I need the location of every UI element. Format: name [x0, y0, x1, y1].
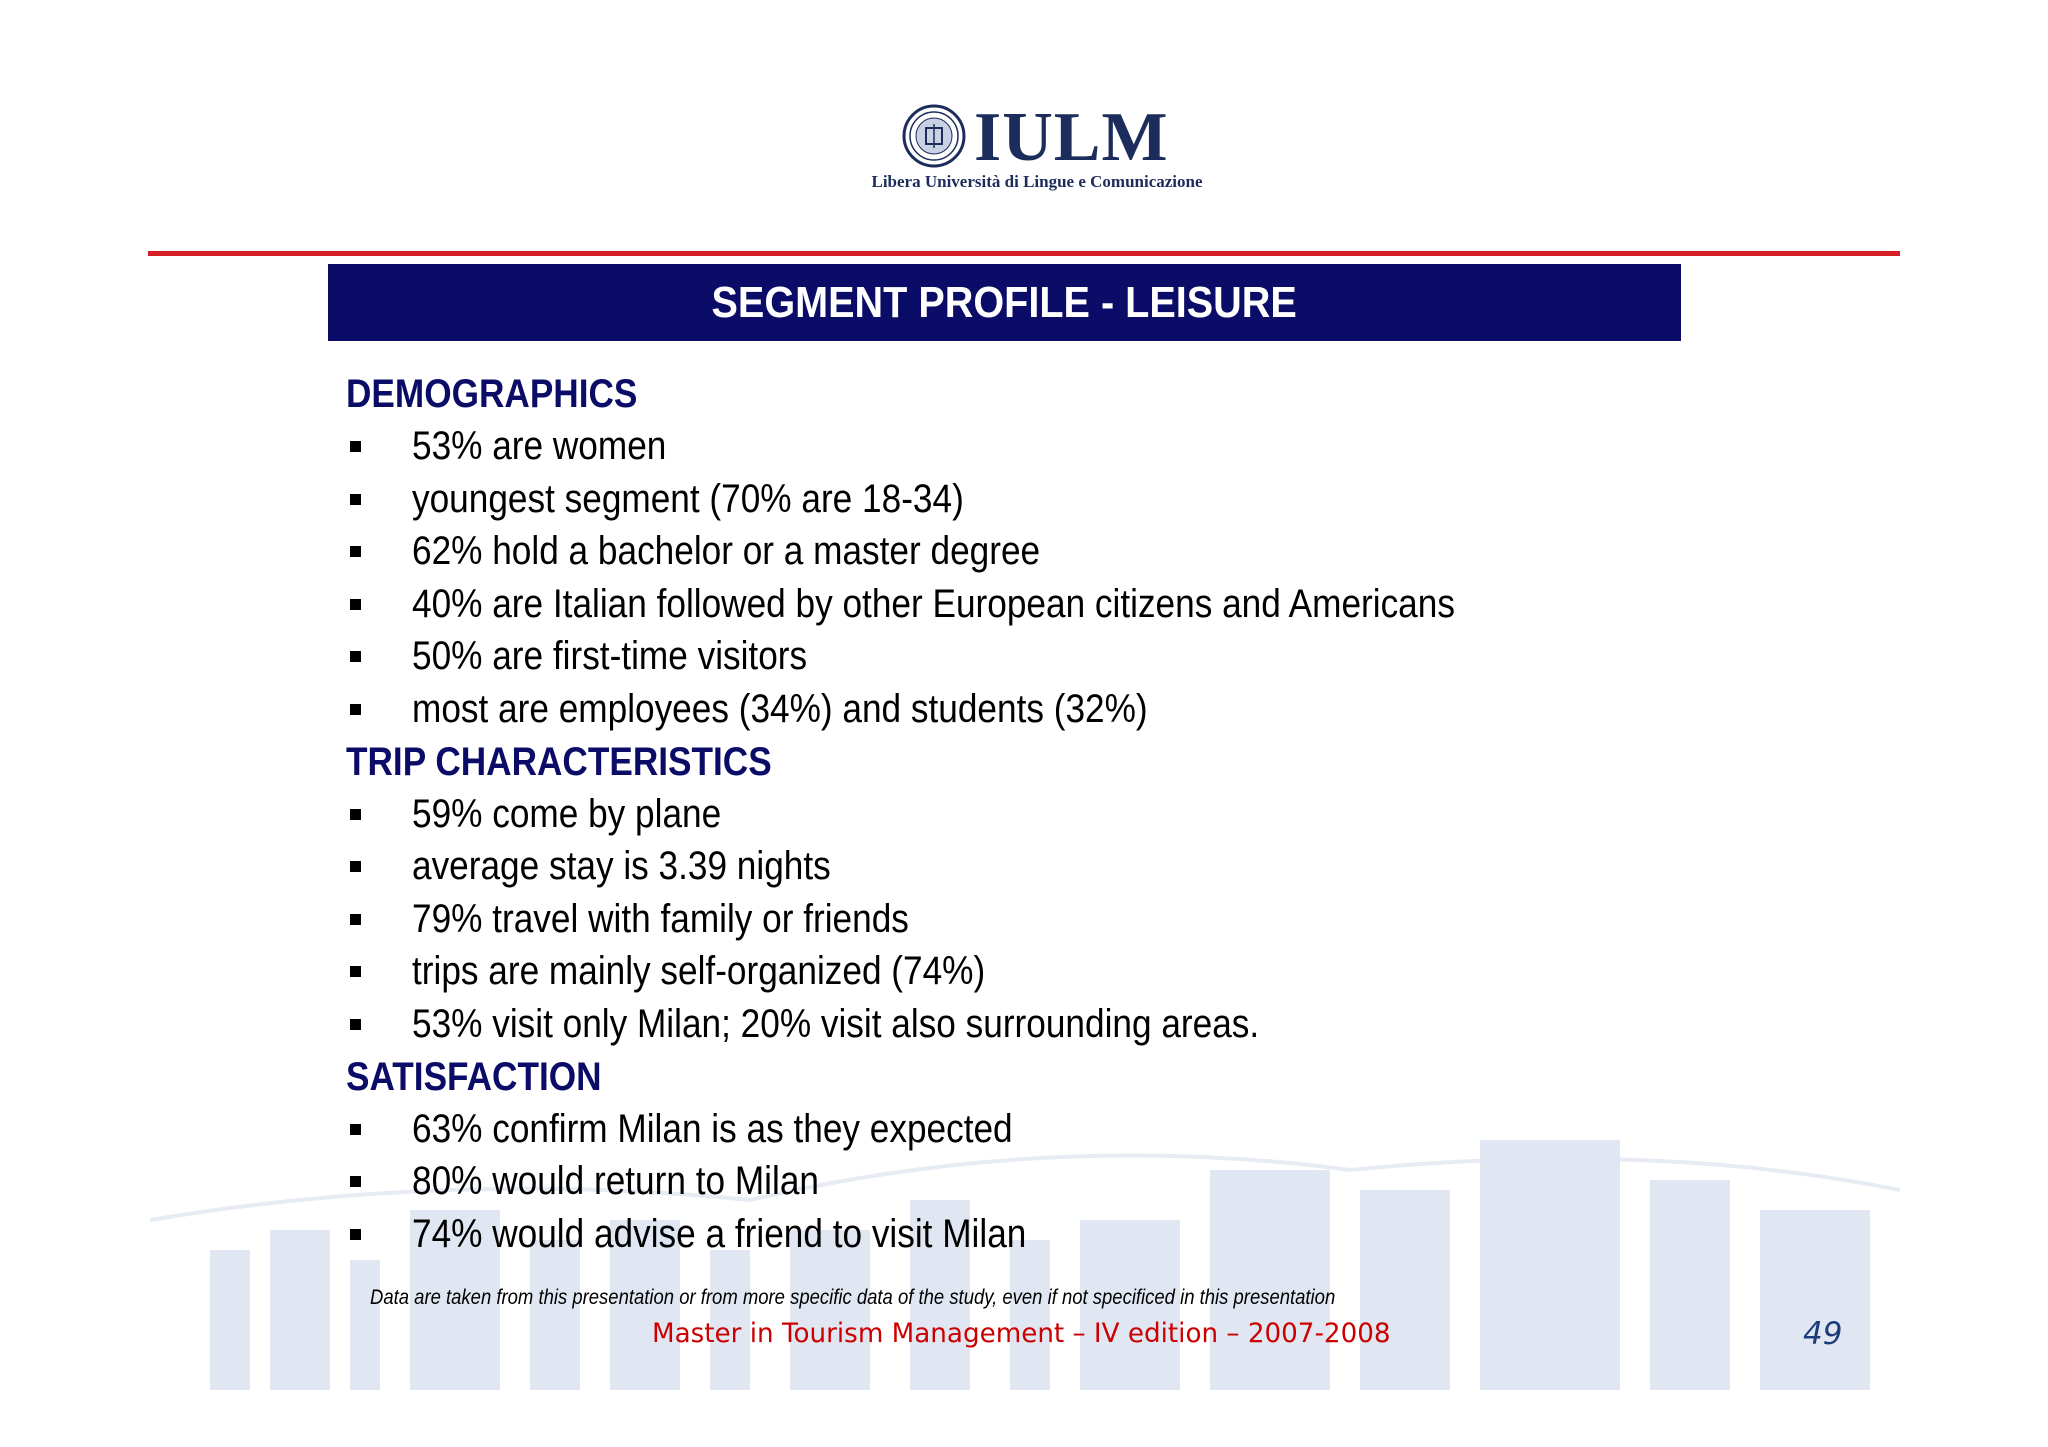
- list-item-text: youngest segment (70% are 18-34): [412, 476, 964, 521]
- square-bullet-icon: [350, 1229, 361, 1240]
- list-item-text: trips are mainly self-organized (74%): [412, 949, 986, 994]
- footnote: Data are taken from this presentation or from more specific data of the study, even if not specificed in this presentation: [370, 1286, 1336, 1309]
- footer-course-title: Master in Tourism Management – IV edition – 2007-2008: [652, 1318, 1391, 1349]
- square-bullet-icon: [350, 494, 361, 505]
- list-item: [346, 945, 1846, 998]
- list-item-text: 40% are Italian followed by other European citizens and Americans: [412, 581, 1455, 626]
- list-item: [346, 840, 1846, 893]
- list-item: [346, 1155, 1846, 1208]
- list-item: [346, 998, 1846, 1051]
- list-item: [346, 1208, 1846, 1261]
- list-item-text: 53% are women: [412, 424, 667, 468]
- logo-name: IULM: [974, 99, 1169, 176]
- logo-subtitle: Libera Università di Lingue e Comunicazione: [871, 172, 1203, 191]
- list-item: [346, 788, 1846, 841]
- red-divider: [148, 251, 1900, 256]
- list-item-text: 50% are first-time visitors: [412, 634, 808, 679]
- list-item-text: 74% would advise a friend to visit Milan: [412, 1211, 1027, 1256]
- square-bullet-icon: [350, 599, 361, 610]
- square-bullet-icon: [350, 704, 361, 715]
- list-item: [346, 420, 1846, 473]
- title-bar: [328, 264, 1681, 341]
- square-bullet-icon: [350, 966, 361, 977]
- page-number: 49: [1803, 1316, 1843, 1352]
- list-item-text: average stay is 3.39 nights: [412, 844, 831, 889]
- section-heading-demographics: DEMOGRAPHICS: [346, 372, 638, 416]
- square-bullet-icon: [350, 441, 361, 452]
- university-seal-icon: [902, 104, 966, 168]
- square-bullet-icon: [350, 651, 361, 662]
- list-item: [346, 525, 1846, 578]
- square-bullet-icon: [350, 914, 361, 925]
- list-item: [346, 893, 1846, 946]
- square-bullet-icon: [350, 1124, 361, 1135]
- list-item: [346, 683, 1846, 736]
- square-bullet-icon: [350, 861, 361, 872]
- iulm-logo: [862, 100, 1212, 200]
- list-item: [346, 1103, 1846, 1156]
- list-item-text: 59% come by plane: [412, 791, 722, 836]
- square-bullet-icon: [350, 1176, 361, 1187]
- section-heading-satisfaction: SATISFACTION: [346, 1054, 602, 1099]
- list-item-text: 80% would return to Milan: [412, 1159, 819, 1204]
- slide-title: SEGMENT PROFILE - LEISURE: [711, 277, 1298, 327]
- list-item-text: 63% confirm Milan is as they expected: [412, 1106, 1013, 1151]
- square-bullet-icon: [350, 546, 361, 557]
- list-item-text: most are employees (34%) and students (32%): [412, 686, 1148, 731]
- list-item-text: 79% travel with family or friends: [412, 896, 909, 941]
- square-bullet-icon: [350, 1019, 361, 1030]
- square-bullet-icon: [350, 809, 361, 820]
- section-heading-trip-characteristics: TRIP CHARACTERISTICS: [346, 739, 772, 784]
- list-item: [346, 578, 1846, 631]
- list-item: [346, 630, 1846, 683]
- list-item-text: 62% hold a bachelor or a master degree: [412, 529, 1041, 574]
- list-item-text: 53% visit only Milan; 20% visit also surrounding areas.: [412, 1001, 1260, 1046]
- list-item: [346, 473, 1846, 526]
- slide-content: [346, 368, 1846, 1260]
